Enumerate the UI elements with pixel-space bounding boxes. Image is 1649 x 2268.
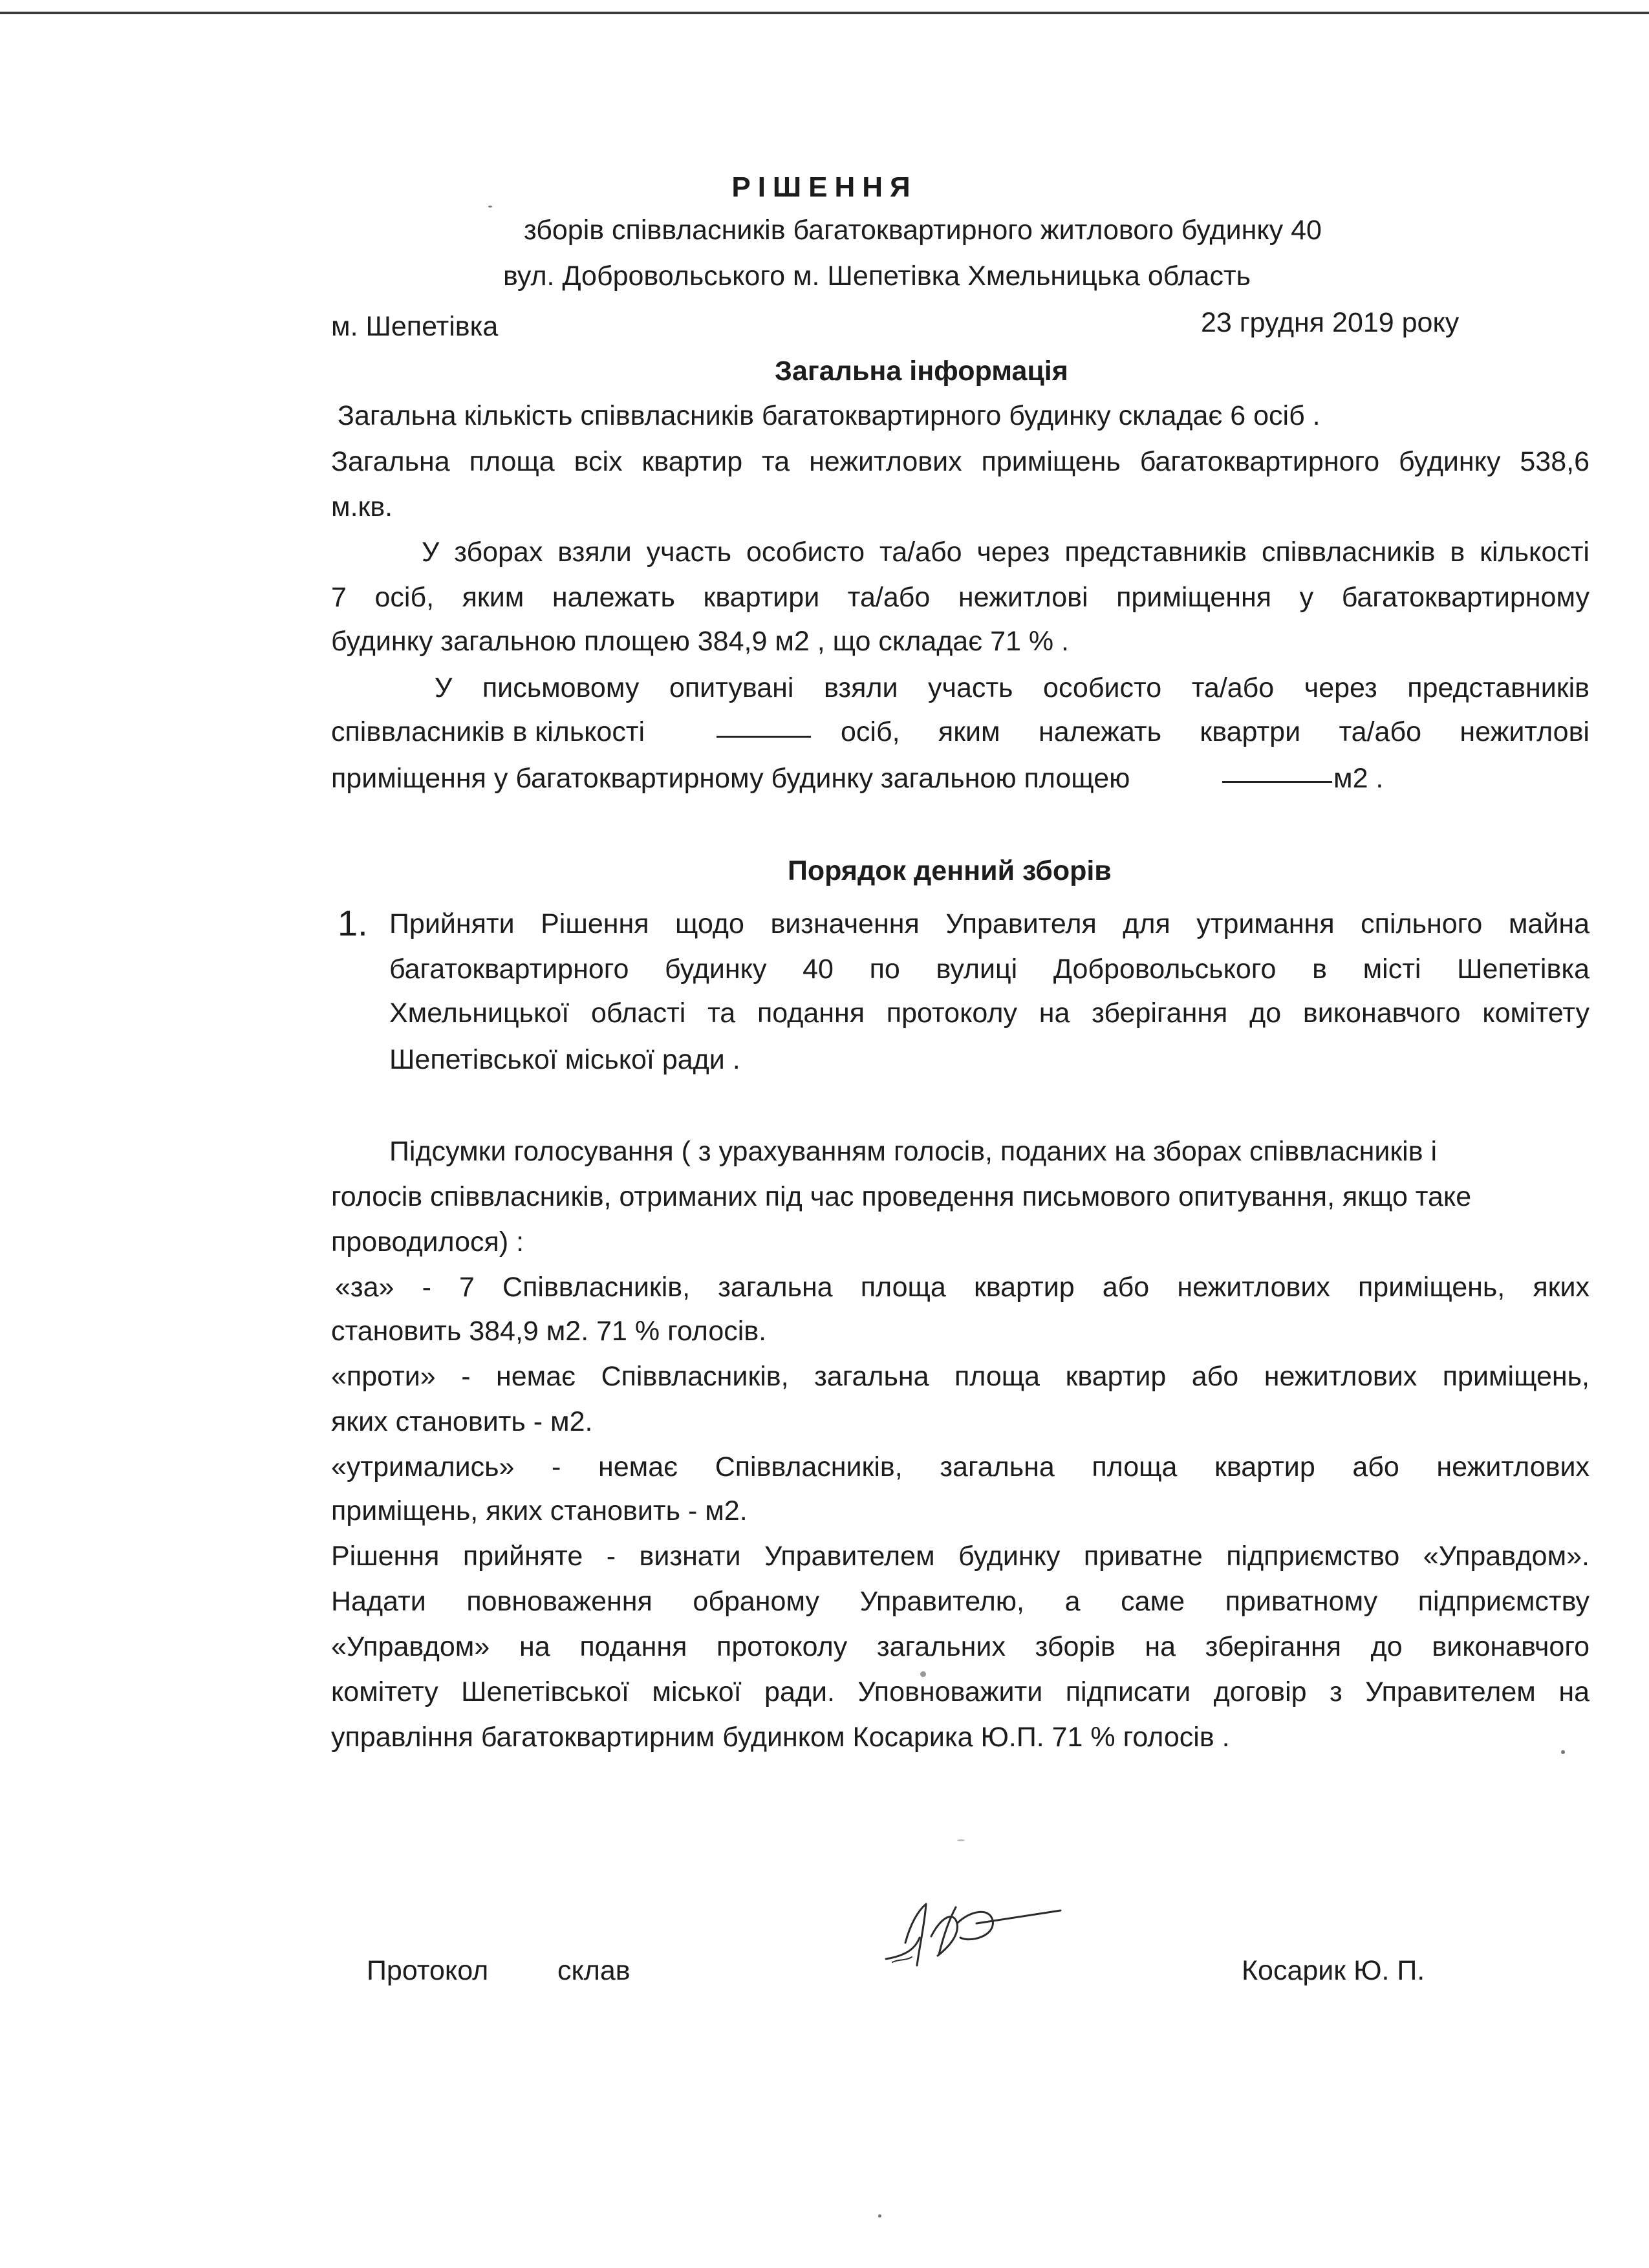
scan-speck <box>878 2214 881 2218</box>
document-title: РІШЕННЯ <box>731 171 918 203</box>
decision-line4: комітету Шепетівської міської ради. Уповноважити підписати договір з Управителем на <box>331 1676 1590 1707</box>
decision-line1: Рішення прийняте - визнати Управителем будинку приватне підприємство «Управдом». <box>331 1541 1590 1572</box>
attendance-line1: У зборах взяли участь особисто та/або через представників співвласників в кількості <box>422 537 1590 568</box>
written-poll-line1: У письмовому опитувані взяли участь особисто та/або через представників <box>435 672 1590 703</box>
written-poll-count-blank <box>717 731 811 738</box>
decision-line3: «Управдом» на подання протоколу загальних зборів на зберігання до виконавчого <box>331 1631 1590 1662</box>
decision-line5: управління багатоквартирним будинком Косарика Ю.П. 71 % голосів . <box>331 1722 1230 1753</box>
vote-abstain-line1: «утримались» - немає Співвласників, загальна площа квартир або нежитлових <box>331 1451 1590 1482</box>
document-subtitle-line2: вул. Добровольського м. Шепетівка Хмельницька область <box>503 261 1251 292</box>
voting-intro-line2: голосів співвласників, отриманих під час проведення письмового опитування, якщо таке <box>331 1181 1472 1212</box>
protocol-label: Протокол <box>367 1955 489 1986</box>
written-poll-area-blank <box>1222 776 1332 783</box>
attendance-line2: 7 осіб, яким належать квартири та/або нежитлові приміщення у багатоквартирному <box>331 582 1590 613</box>
agenda-item-line1: Прийняти Рішення щодо визначення Управителя для утримання спільного майна <box>389 908 1590 939</box>
attendance-line3: будинку загальною площею 384,9 м2 , що складає 71 % . <box>331 626 1069 657</box>
written-poll-line3-end: м2 . <box>1333 763 1384 794</box>
voting-intro-line3: проводилося) : <box>331 1226 524 1257</box>
vote-for-line2: становить 384,9 м2. 71 % голосів. <box>331 1316 767 1347</box>
compiled-label: склав <box>557 1955 630 1986</box>
agenda-item-number: 1. <box>338 903 368 943</box>
vote-for-line1: «за» - 7 Співвласників, загальна площа квартир або нежитлових приміщень, яких <box>335 1272 1590 1303</box>
vote-abstain-line2: приміщень, яких становить - м2. <box>331 1495 748 1526</box>
document-date: 23 грудня 2019 року <box>1201 307 1460 338</box>
general-owners-count: Загальна кількість співвласників багатоквартирного будинку складає 6 осіб . <box>338 400 1320 431</box>
agenda-heading: Порядок денний зборів <box>788 855 1112 886</box>
general-info-heading: Загальна інформація <box>775 356 1068 387</box>
agenda-item-line2: багатоквартирного будинку 40 по вулиці Добровольського в місті Шепетівка <box>389 954 1590 985</box>
handwritten-signature <box>879 1898 1067 1975</box>
written-poll-line2-end: осіб, яким належать квартри та/або нежитлові <box>841 716 1590 747</box>
general-total-area: Загальна площа всіх квартир та нежитлових приміщень багатоквартирного будинку 538,6 <box>331 446 1590 477</box>
vote-against-line2: яких становить - м2. <box>331 1406 593 1437</box>
scan-speck <box>488 206 492 208</box>
written-poll-line3-start: приміщення у багатоквартирному будинку загальною площею <box>331 763 1130 794</box>
agenda-item-line3: Хмельницької області та подання протоколу на зберігання до виконавчого комітету <box>389 998 1590 1029</box>
voting-intro-line1: Підсумки голосування ( з урахуванням голосів, поданих на зборах співвласників і <box>389 1136 1438 1167</box>
agenda-item-line4: Шепетівської міської ради . <box>389 1044 740 1075</box>
scan-edge-line <box>0 12 1649 14</box>
document-city: м. Шепетівка <box>331 311 499 342</box>
document-subtitle-line1: зборів співвласників багатоквартирного житлового будинку 40 <box>524 215 1322 246</box>
vote-against-line1: «проти» - немає Співвласників, загальна площа квартир або нежитлових приміщень, <box>331 1361 1590 1392</box>
general-total-area-unit: м.кв. <box>331 491 393 522</box>
decision-line2: Надати повноваження обраному Управителю, а саме приватному підприємству <box>331 1586 1590 1617</box>
written-poll-line2-start: співвласників в кількості <box>331 716 645 747</box>
scan-speck <box>957 1839 965 1841</box>
scan-speck <box>1561 1750 1565 1754</box>
signer-name: Косарик Ю. П. <box>1242 1955 1425 1986</box>
